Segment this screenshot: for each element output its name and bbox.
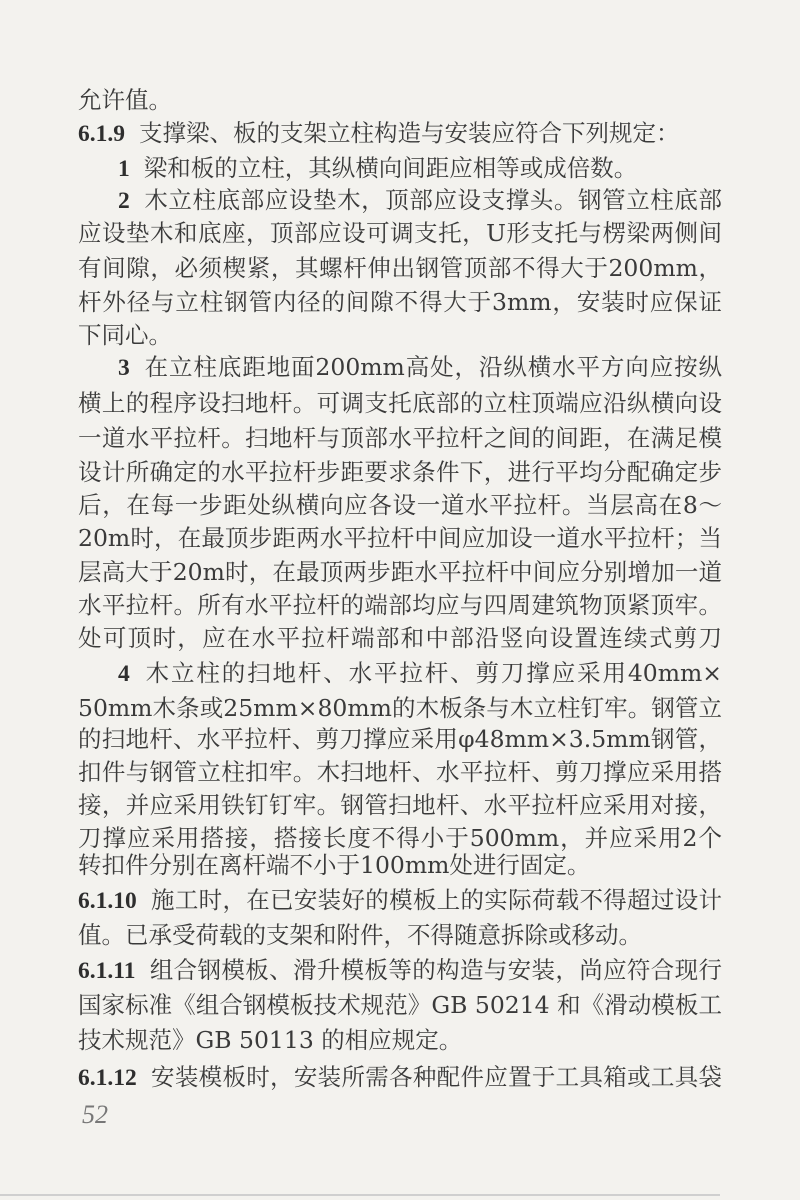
line-text: 50mm木条或25mm×80mm的木板条与木立柱钉牢。钢管立 [78,694,722,722]
line-text: 木立柱底部应设垫木，顶部应设支撑头。钢管立柱底部 [143,186,722,214]
text-line [78,788,722,822]
line-text: 转扣件分别在离杆端不小于100mm处进行固定。 [78,851,591,879]
text-line [78,988,722,1022]
text-line [78,722,722,756]
text-line [78,555,722,589]
line-text: 允许值。 [78,86,172,114]
text-line [78,488,722,522]
line-text: 安装模板时，安装所需各种配件应置于工具箱或工具袋 [150,1063,722,1091]
line-text: 接，并应采用铁钉钉牢。钢管扫地杆、水平拉杆应采用对接， [78,791,722,819]
clause-number: 6.1.11 [78,958,136,984]
section-line [118,151,722,185]
clause-number: 2 [118,188,130,214]
text-line [78,621,722,655]
text-line [78,588,722,622]
text-line [78,318,722,352]
line-text: 木立柱的扫地杆、水平拉杆、剪刀撑应采用40mm× [143,659,722,687]
clause-number: 1 [118,156,130,182]
line-text: 在立柱底距地面200mm高处，沿纵横水平方向应按纵 [143,353,722,381]
line-text: 后，在每一步距处纵横向应各设一道水平拉杆。当层高在8～ [78,491,722,519]
line-text: 水平拉杆。所有水平拉杆的端部均应与四周建筑物顶紧顶牢。 [78,591,722,619]
text-line [78,386,722,420]
line-text: 20m时，在最顶步距两水平拉杆中间应加设一道水平拉杆；当 [78,524,722,552]
line-text: 应设垫木和底座，顶部应设可调支托，U形支托与楞梁两侧间 [78,219,722,247]
text-line [78,918,722,952]
section-line [118,183,722,217]
line-text: 支撑梁、板的支架立柱构造与安装应符合下列规定： [139,119,680,147]
section-line [78,116,722,150]
page-bottom-rule [0,1194,720,1196]
line-text: 组合钢模板、滑升模板等的构造与安装，尚应符合现行 [149,956,722,984]
line-text: 扣件与钢管立柱扣牢。木扫地杆、水平拉杆、剪刀撑应采用搭 [78,758,722,786]
clause-number: 6.1.12 [78,1065,137,1091]
line-text: 有间隙，必须楔紧，其螺杆伸出钢管顶部不得大于200mm， [78,254,722,282]
text-line [78,216,722,250]
line-text: 刀撑应采用搭接，搭接长度不得小于500mm，并应采用2个 [78,824,722,852]
line-text: 施工时，在已安装好的模板上的实际荷载不得超过设计 [150,886,722,914]
text-line [78,285,722,319]
text-line [78,848,722,882]
text-line [78,521,722,555]
line-text: 杆外径与立柱钢管内径的间隙不得大于3mm，安装时应保证 [78,288,722,316]
line-text: 梁和板的立柱，其纵横向间距应相等或成倍数。 [143,154,638,182]
line-text: 处可顶时，应在水平拉杆端部和中部沿竖向设置连续式剪刀 [78,624,722,652]
text-line [78,83,722,117]
page-number: 52 [82,1100,108,1129]
section-line [78,883,722,917]
text-line [78,421,722,455]
text-line [78,251,722,285]
line-text: 一道水平拉杆。扫地杆与顶部水平拉杆之间的间距，在满足模 [78,424,722,452]
clause-number: 6.1.9 [78,121,125,147]
clause-number: 3 [118,355,130,381]
text-line [78,691,722,725]
clause-number: 4 [118,661,130,687]
line-text: 技术规范》GB 50113 的相应规定。 [78,1026,463,1054]
section-line [78,953,722,987]
text-line [78,1023,722,1057]
section-line [78,1060,722,1094]
line-text: 设计所确定的水平拉杆步距要求条件下，进行平均分配确定步 [78,458,722,486]
line-text: 横上的程序设扫地杆。可调支托底部的立柱顶端应沿纵横向设 [78,389,722,417]
line-text: 层高大于20m时，在最顶两步距水平拉杆中间应分别增加一道 [78,558,722,586]
text-line [78,755,722,789]
line-text: 下同心。 [78,321,172,349]
text-line [78,455,722,489]
line-text: 国家标准《组合钢模板技术规范》GB 50214 和《滑动模板工 [78,991,722,1019]
section-line [118,656,722,690]
line-text: 值。已承受荷载的支架和附件，不得随意拆除或移动。 [78,921,642,949]
clause-number: 6.1.10 [78,888,137,914]
line-text: 的扫地杆、水平拉杆、剪刀撑应采用φ48mm×3.5mm钢管， [78,725,722,753]
section-line [118,350,722,384]
